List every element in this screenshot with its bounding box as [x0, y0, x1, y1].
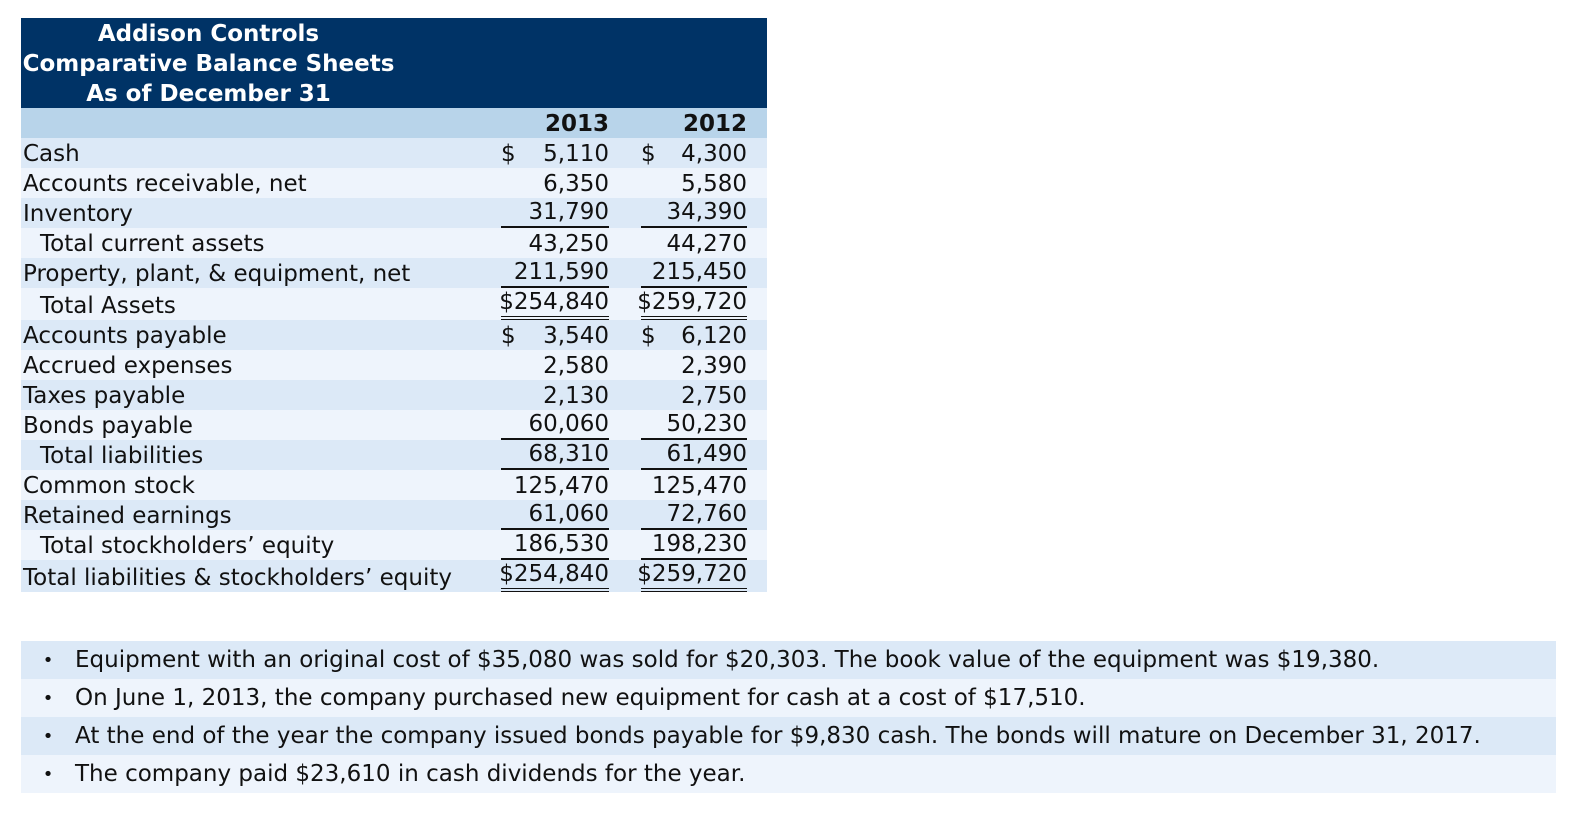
row-label: Retained earnings [21, 500, 489, 530]
value-2013 [489, 258, 629, 288]
bullet-icon: • [42, 725, 54, 747]
table-row [21, 410, 767, 440]
row-label: Total stockholders’ equity [21, 530, 489, 560]
value-2012 [629, 138, 767, 168]
amount: 5,580 [681, 171, 747, 197]
value-2013 [489, 470, 629, 500]
dollar-sign: $ [501, 141, 516, 167]
value-2012 [629, 410, 767, 440]
dollar-sign: $ [501, 323, 516, 349]
value-2013 [489, 500, 629, 530]
table-row [21, 258, 767, 288]
value-2012 [629, 500, 767, 530]
amount: 198,230 [651, 531, 747, 557]
statement-name: Comparative Balance Sheets [22, 51, 395, 77]
company-name: Addison Controls [97, 21, 320, 47]
row-label: Accounts payable [21, 320, 489, 350]
amount: $259,720 [637, 561, 747, 587]
note-text: Equipment with an original cost of $35,080 was sold for $20,303. The book value of the equipment was $19,380. [75, 647, 1380, 673]
statement-date: As of December 31 [86, 81, 331, 107]
balance-sheet-title [21, 18, 767, 108]
note-text: At the end of the year the company issued bonds payable for $9,830 cash. The bonds will mature on December 31, 2017. [75, 723, 1481, 749]
amount: 6,350 [543, 171, 609, 197]
value-2013 [489, 320, 629, 350]
amount: 72,760 [666, 501, 747, 527]
table-row [21, 138, 767, 168]
dollar-sign: $ [641, 323, 656, 349]
bullet-icon: • [42, 649, 54, 671]
value-2012 [629, 380, 767, 410]
value-2013 [489, 410, 629, 440]
row-label: Total current assets [21, 228, 489, 258]
dollar-sign: $ [641, 141, 656, 167]
row-label: Bonds payable [21, 410, 489, 440]
table-row [21, 288, 767, 320]
amount: 44,270 [666, 231, 747, 257]
amount: 125,470 [651, 473, 747, 499]
row-label: Total liabilities [21, 440, 489, 470]
table-row [21, 470, 767, 500]
list-item [21, 679, 1556, 717]
balance-sheet-table [21, 108, 767, 592]
amount: 186,530 [513, 531, 609, 557]
list-item [21, 641, 1556, 679]
table-row [21, 500, 767, 530]
table-row [21, 228, 767, 258]
balance-sheet [21, 18, 767, 592]
value-2012 [629, 350, 767, 380]
table-row [21, 530, 767, 560]
value-2013 [489, 560, 629, 592]
column-header-row [21, 108, 767, 138]
value-2012 [629, 228, 767, 258]
row-label: Common stock [21, 470, 489, 500]
amount: $254,840 [499, 289, 609, 315]
amount: 61,490 [666, 441, 747, 467]
amount: 2,580 [543, 353, 609, 379]
note-text: On June 1, 2013, the company purchased new equipment for cash at a cost of $17,510. [75, 685, 1086, 711]
amount: 68,310 [528, 441, 609, 467]
value-2012 [629, 530, 767, 560]
amount: 61,060 [528, 501, 609, 527]
note-text: The company paid $23,610 in cash dividends for the year. [75, 761, 746, 787]
amount: 60,060 [528, 411, 609, 437]
amount: 4,300 [681, 141, 747, 167]
value-2013 [489, 228, 629, 258]
amount: 34,390 [666, 199, 747, 225]
list-item [21, 755, 1556, 793]
amount: $259,720 [637, 289, 747, 315]
row-label: Property, plant, & equipment, net [21, 258, 489, 288]
row-label: Total Assets [21, 288, 489, 320]
value-2013 [489, 440, 629, 470]
value-2012 [629, 440, 767, 470]
bullet-icon: • [42, 763, 54, 785]
row-label: Accrued expenses [21, 350, 489, 380]
amount: 2,390 [681, 353, 747, 379]
value-2012 [629, 168, 767, 198]
amount: 211,590 [513, 259, 609, 285]
value-2013 [489, 198, 629, 228]
amount: 3,540 [543, 323, 609, 349]
table-row [21, 440, 767, 470]
value-2012 [629, 560, 767, 592]
amount: $254,840 [499, 561, 609, 587]
value-2012 [629, 198, 767, 228]
amount: 2,130 [543, 383, 609, 409]
list-item [21, 717, 1556, 755]
amount: 43,250 [528, 231, 609, 257]
row-label: Accounts receivable, net [21, 168, 489, 198]
value-2012 [629, 320, 767, 350]
table-row [21, 560, 767, 592]
table-row [21, 350, 767, 380]
value-2012 [629, 258, 767, 288]
bullet-icon: • [42, 687, 54, 709]
row-label: Cash [21, 138, 489, 168]
amount: 2,750 [681, 383, 747, 409]
amount: 6,120 [681, 323, 747, 349]
amount: 215,450 [651, 259, 747, 285]
amount: 31,790 [528, 199, 609, 225]
amount: 125,470 [513, 473, 609, 499]
value-2013 [489, 530, 629, 560]
value-2012 [629, 288, 767, 320]
column-header-2012: 2012 [629, 108, 767, 138]
table-row [21, 198, 767, 228]
value-2013 [489, 138, 629, 168]
value-2013 [489, 380, 629, 410]
value-2012 [629, 470, 767, 500]
row-label: Total liabilities & stockholders’ equity [21, 560, 489, 592]
value-2013 [489, 350, 629, 380]
row-label: Taxes payable [21, 380, 489, 410]
table-row [21, 320, 767, 350]
notes-list [21, 641, 1556, 793]
amount: 50,230 [666, 411, 747, 437]
amount: 5,110 [543, 141, 609, 167]
value-2013 [489, 288, 629, 320]
header-blank-cell [21, 108, 489, 138]
column-header-2013: 2013 [489, 108, 629, 138]
value-2013 [489, 168, 629, 198]
table-row [21, 380, 767, 410]
row-label: Inventory [21, 198, 489, 228]
table-row [21, 168, 767, 198]
